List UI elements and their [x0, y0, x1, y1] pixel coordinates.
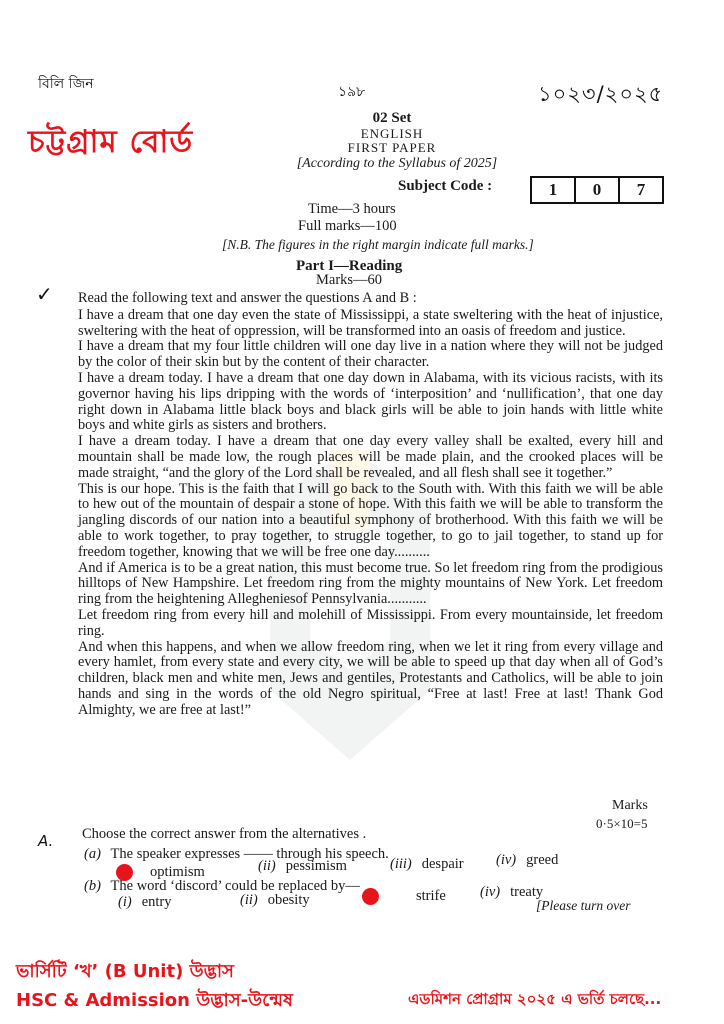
passage-paragraph: I have a dream today. I have a dream that one day down in Alabama, with its vicious racists, with its governor having his lips dripping with the words of ‘interposition’ and ‘nullification’, that one day right down in Alabama little black boys and black girls will be able to join hands with little white boys and white girls as sisters and brothers.: [78, 369, 663, 434]
passage-paragraph: Let freedom ring from every hill and molehill of Mississippi. From every mountainside, let freedom ring.: [78, 606, 663, 639]
footer-ad-line1: ভার্সিটি ‘খ’ (B Unit) উদ্ভাস: [16, 961, 234, 982]
corner-handwritten-label: বিলি জিন: [38, 76, 94, 92]
option-b-ii: [240, 892, 310, 909]
option-text: optimism: [150, 864, 205, 880]
reading-passage: [78, 291, 663, 719]
option-text: pessimism: [285, 858, 347, 874]
mcq-marks-label: Marks: [612, 798, 648, 813]
date-stamp: ১০২৩/২০২৫: [538, 82, 664, 106]
set-label: 02 Set: [372, 110, 412, 126]
option-b-iii: [416, 888, 446, 905]
tick-mark-icon: ✓: [36, 282, 53, 306]
option-text: entry: [141, 894, 172, 910]
passage-paragraph: This is our hope. This is the faith that I will go back to the South with. With this faith we will be able to hew out of the mountain of despair a stone of hope. With this faith we will be able to transform the jangling discords of our nation into a beautiful symphony of brotherhood. With this faith we will be able to work together, to pray together, to struggle together, to go to jail together, to stand up for freedom together, knowing that we will be free one day..........: [78, 480, 663, 560]
option-text: strife: [416, 888, 446, 904]
part-title: Part I—Reading: [296, 258, 403, 274]
part-marks: Marks—60: [316, 272, 383, 288]
option-label: (iv): [496, 852, 517, 868]
option-label: (iii): [390, 856, 412, 872]
exam-header: [0, 110, 724, 172]
subject-title: ENGLISH: [360, 125, 424, 141]
passage-paragraph: And if America is to be a great nation, this must become true. So let freedom ring from the prodigious hilltops of New Hampshire. Let freedom ring from the mighty mountains of New York. Let freedom ring from the heightening Allegheniesof Pennsylvania...........: [78, 559, 663, 608]
option-a-iii: [390, 856, 464, 873]
subject-code-boxes: [530, 176, 664, 204]
code-digit: 1: [532, 178, 576, 202]
board-title: চট্টগ্রাম বোর্ড: [28, 124, 194, 160]
turn-over-note: [Please turn over: [536, 898, 631, 913]
option-text: obesity: [267, 892, 310, 908]
option-b-iv: [480, 884, 543, 901]
mcq-marks-value: 0·5×10=5: [596, 816, 648, 831]
time-allowed: Time—3 hours: [308, 201, 396, 217]
option-label: (iv): [480, 884, 501, 900]
option-a-ii: [258, 858, 347, 875]
question-stem: The speaker expresses —— through his speech.: [110, 846, 389, 862]
full-marks: Full marks—100: [298, 218, 397, 234]
passage-instruction: Read the following text and answer the questions A and B :: [78, 290, 417, 306]
section-mark: A.: [38, 832, 54, 850]
code-digit: 7: [636, 180, 646, 199]
nb-note: [N.B. The figures in the right margin indicate full marks.]: [222, 237, 534, 252]
question-b: [84, 878, 360, 895]
option-a-iv: [496, 852, 558, 869]
option-text: despair: [421, 856, 464, 872]
option-label: (ii): [258, 858, 276, 874]
subject-code-label: Subject Code :: [398, 178, 493, 194]
question-number: (a): [84, 846, 101, 862]
code-digit: 0: [576, 178, 620, 202]
passage-paragraph: I have a dream that one day even the state of Mississippi, a state sweltering with the heat of injustice, sweltering with the heat of oppression, will be transformed into an oasis of freedom and justice.: [78, 306, 663, 339]
footer-ad-line2: HSC & Admission উদ্ভাস-উন্মেষ: [16, 990, 293, 1011]
paper-title: FIRST PAPER: [347, 140, 437, 156]
passage-paragraph: And when this happens, and when we allow freedom ring, when we let it ring from every village and every hamlet, from every state and every city, we will be able to speed up that day when all of God’s children, black men and white men, Jews and gentiles, Protestants and Catholics, will be able to join hands and sing in the words of the old Negro spiritual, “Free at last! Free at last! Thank God Almighty, we are free at last!”: [78, 638, 663, 718]
option-label: (i): [118, 894, 132, 910]
footer-ad-right: এডমিশন প্রোগ্রাম ২০২৫ এ ভর্তি চলছে...: [408, 990, 662, 1008]
syllabus-note: [According to the Syllabus of 2025]: [296, 155, 498, 171]
question-number: (b): [84, 878, 101, 894]
option-b-i: [118, 894, 171, 911]
option-text: treaty: [510, 884, 544, 900]
passage-paragraph: I have a dream today. I have a dream that one day every valley shall be exalted, every hill and mountain shall be made low, the rough places will be made plain, and the crooked places will be made straight, “and the glory of the Lord shall be revealed, and all flesh shall see it together.”: [78, 433, 663, 481]
passage-paragraph: I have a dream that my four little children will one day live in a nation where they will not be judged by the color of their skin but by the content of their character.: [78, 338, 663, 371]
option-label: (ii): [240, 892, 258, 908]
mcq-instruction: Choose the correct answer from the alternatives .: [82, 826, 367, 842]
question-stem: The word ‘discord’ could be replaced by—: [110, 878, 360, 894]
question-code-number: ১৯৮: [338, 84, 366, 100]
answer-mark-dot: [362, 888, 379, 905]
option-text: greed: [526, 852, 559, 868]
